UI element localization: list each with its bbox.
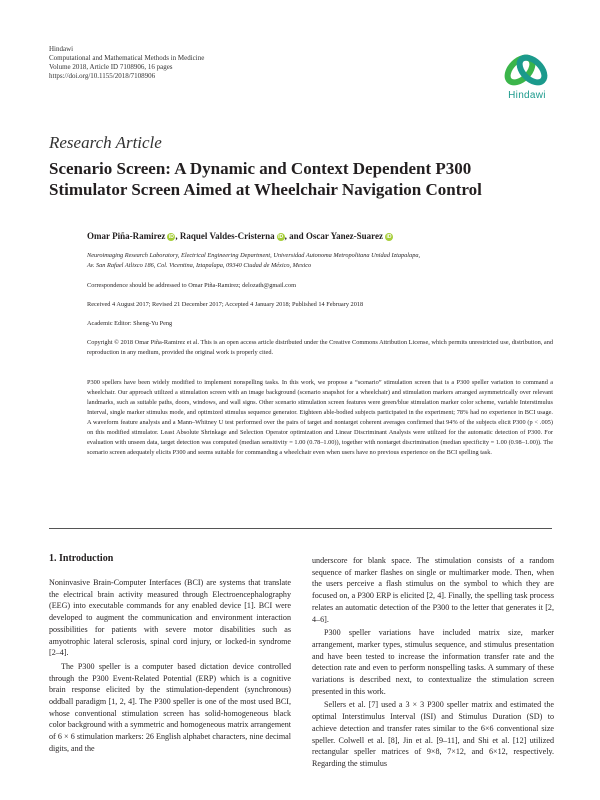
- affiliation-line-2: Av. San Rafael Atlixco 186, Col. Vicentina, Iztapalapa, 09340 Ciudad de México, Mexico: [87, 262, 312, 269]
- volume-line: Volume 2018, Article ID 7108906, 16 pages: [49, 63, 173, 71]
- copyright-notice: Copyright © 2018 Omar Piña-Ramirez et al. This is an open access article distributed under the Creative Commons Attribution License, which permits unrestricted use, distribution, and reproduction in any medium, provided the original work is properly cited.: [87, 339, 553, 356]
- journal-name: Computational and Mathematical Methods in Medicine: [49, 54, 205, 62]
- doi-link[interactable]: https://doi.org/10.1155/2018/7108906: [49, 72, 156, 80]
- paragraph: P300 speller variations have included matrix size, marker arrangement, marker types, stimulus sequence, and stimulus presentation and have been tested to increase the information transfer rate and the detection rate and even to perform nonspelling tasks. A summary of these variations is described next, to contextualize the stimulation screen presented in this work.: [312, 628, 554, 696]
- paragraph: The P300 speller is a computer based dictation device controlled through the P300 Event-Related Potential (ERP) which is a cognitive brain response elicited by the stimulation-dependent (synchronous) oddball paradigm [1, 2, 4]. The P300 speller is one of the most used BCI, whose conventional stimulation screen has solid-homogeneous black color background with a symmetric and homogeneous matrix arrangement of 6 × 6 stimulation markers: 26 English alphabet characters, nine decimal digits, and the: [49, 661, 291, 753]
- paragraph: Noninvasive Brain-Computer Interfaces (BCI) are systems that translate the electrical brain activity measured through Electroencephalography (EEG) into executable commands for any enabled device [1]. BCI were developed to augment the communication and environment interaction possibilities for patients with severe motor disabilities such as amyotrophic lateral sclerosis, spinal cord injury, or locked-in syndrome [2–4].: [49, 578, 291, 658]
- paragraph: underscore for blank space. The stimulation consists of a random sequence of marker flashes on single or multimarker mode. Then, when the users perceive a flash stimulus on the symbol to which they are focused on, a P300 ERP is elicited [2, 4]. Finally, the spelling task process relates an automatic detection of the P300 to the letter that generates it [2, 4–6].: [312, 556, 554, 624]
- paper-title: Scenario Screen: A Dynamic and Context Dependent P300 Stimulator Screen Aimed at Wheelchair Navigation Control: [49, 159, 482, 199]
- affiliation-line-1: Neuroimaging Research Laboratory, Electrical Engineering Department, Universidad Autonoma Metropolitana Unidad Iztapalapa,: [87, 252, 421, 259]
- abstract: P300 spellers have been widely modified to implement nonspelling tasks. In this work, we propose a “scenario” stimulation screen that is a P300 speller variation to command a wheelchair. Our approach utilized a stimulation screen with an image background (scenario snapshot for a wheelchair) and stimulation markers arranged asymmetrically over relevant landmarks, such as suitable paths, doors, windows, and wall signs. Other scenario stimulation screen features were green/blue stimulation marker color scheme, variable Interstimulus Interval, single marker stimulus mode, and optimized stimulus sequence generator. Eighteen able-bodied subjects participated in the experiment; 78% had no experience in BCI usage. A waveform feature analysis and a Mann–Whitney U test performed over the pairs of target and nontarget coherent averages confirmed that 94% of the subjects elicit P300 (p < .005) on this modified stimulator. Least Absolute Shrinkage and Selection Operator optimization and Linear Discriminant Analysis were utilized for the automatic detection of P300. For evaluation with unseen data, target detection was computed (median sensitivity = 1.00 (0.78–1.00)), together with nontarget discrimination (median specificity = 1.00 (0.98–1.00)). The scenario screen adequately elicits P300 and seems suitable for commanding a wheelchair even when users have no previous experience on the BCI spelling task.: [87, 379, 553, 456]
- correspondence: Correspondence should be addressed to Omar Piña-Ramirez; delozath@gmail.com: [87, 282, 296, 289]
- orcid-icon[interactable]: iD: [168, 234, 174, 240]
- author-1: Omar Piña-Ramirez: [87, 231, 166, 241]
- publication-dates: Received 4 August 2017; Revised 21 December 2017; Accepted 4 January 2018; Published 14 February 2018: [87, 301, 364, 308]
- author-3: , and Oscar Yanez-Suarez: [284, 231, 384, 241]
- orcid-icon[interactable]: iD: [278, 234, 284, 240]
- section-heading: 1. Introduction: [49, 553, 114, 564]
- publisher-name: Hindawi: [49, 45, 74, 53]
- hindawi-logo-text: Hindawi: [508, 90, 546, 101]
- orcid-icon[interactable]: iD: [386, 234, 392, 240]
- section-divider: [49, 528, 552, 529]
- right-column: [312, 555, 554, 770]
- article-type: Research Article: [49, 133, 162, 152]
- academic-editor: Academic Editor: Sheng-Yu Peng: [87, 320, 173, 327]
- affiliation: [87, 251, 567, 271]
- paragraph: Sellers et al. [7] used a 3 × 3 P300 speller matrix and estimated the optimal Interstimulus Interval (ISI) and Stimulus Duration (SD) to achieve detection and transfer rates similar to the 6×6 conventional size speller. Colwell et al. [8], Jin et al. [9–11], and Shi et al. [12] utilized rectangular speller matrices of 9×8, 7×12, and 6×12, respectively. Regarding the stimulus: [312, 700, 554, 768]
- journal-header: [49, 45, 204, 81]
- author-2: , Raquel Valdes-Cristerna: [175, 231, 275, 241]
- left-column: [49, 577, 291, 755]
- author-list: [87, 231, 393, 241]
